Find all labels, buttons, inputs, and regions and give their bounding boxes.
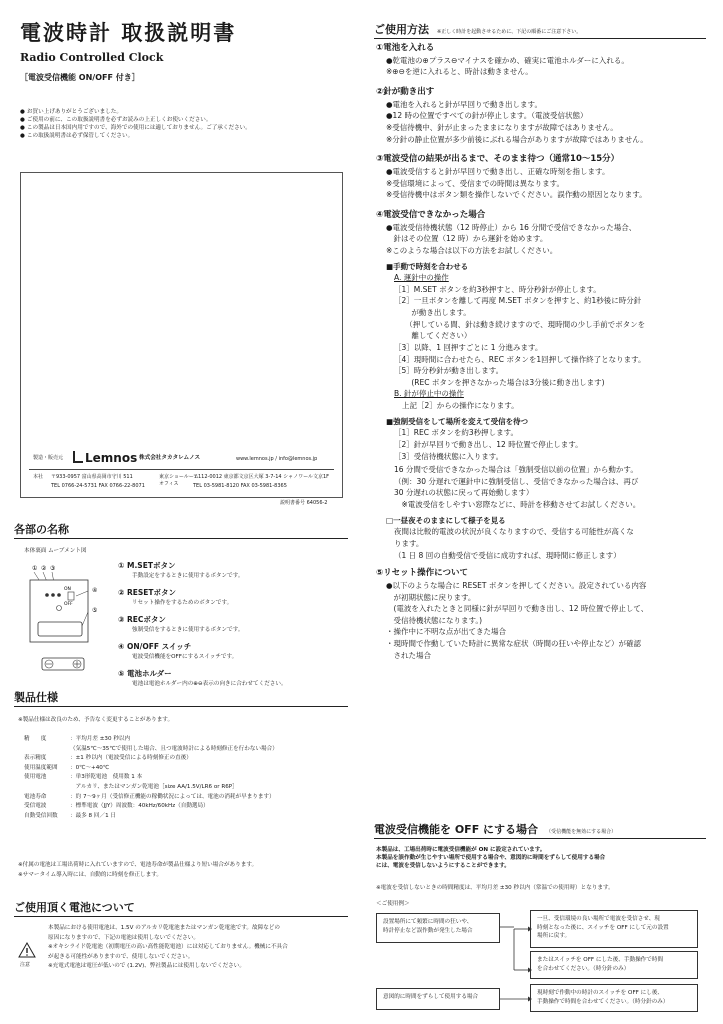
warning-icon bbox=[18, 942, 36, 958]
feature-label: ［電波受信機能 ON/OFF 付き］ bbox=[20, 73, 140, 82]
specs-footnotes: ※付属の電池は工場出荷時に入れていますので、電池寿命が製品仕様より短い場合があります。 ※サマータイム導入時には、自動的に時刻を修正します。 bbox=[18, 862, 258, 879]
parts-heading: 各部の名称 bbox=[14, 523, 69, 536]
spec-row: 電池寿命 ：約 7〜9ヶ月（受信修正機能の稼働状況によっては、電池の消耗が早まります） bbox=[24, 793, 275, 800]
doc-title: 電波時計 取扱説明書 bbox=[20, 21, 237, 45]
flow-arrows-icon bbox=[500, 905, 532, 1020]
company-role: 製造・販売元 bbox=[33, 455, 64, 461]
solution-box-receive: 一旦、受信環境の良い場所で電波を受信させ、現 時刻となった後に、スイッチを OFF にして元の設置 場所に戻す。 bbox=[530, 910, 698, 948]
caution-label: 注意 bbox=[20, 962, 31, 968]
hq-address: 〒933-0957 富山県高岡市守川 511 bbox=[51, 474, 133, 480]
step2-body: ●電池を入れると針が早回りで動き出します。 ●12 時の位置ですべての針が停止します。（電波受信状態） ※受信待機中、針が止まったままになりますが故障ではありません。 ※分針の静止位置が多少前後にぶれる場合がありますが故障ではありません。 bbox=[386, 99, 648, 144]
spec-row: 使用温度範囲 ：0℃〜+40℃ bbox=[24, 764, 110, 771]
step4-body: ●電波受信待機状態（12 時停止）から 16 分間で受信できなかった場合、 針はその位置（12 時）から運針を始めます。 ※このような場合は以下の方法をお試しください。 bbox=[386, 222, 637, 255]
diagram-on-label: ON bbox=[64, 587, 71, 592]
force-title: ■強制受信をして場所を変えて受信を待つ bbox=[386, 416, 529, 426]
step5-title: ⑤リセット操作について bbox=[376, 568, 468, 579]
step2-title: ②針が動き出す bbox=[376, 87, 435, 97]
step3-body: ●電波受信すると針が早回りで動き出し、正確な時刻を指します。 ※受信環境によって、受信までの時間は異なります。 ※受信待機中はボタン類を操作しないでください。誤作動の原因となります。 bbox=[386, 167, 647, 200]
spec-row: 表示精度 ：±1 秒以内（電波受信による時刻修正の直後） bbox=[24, 755, 192, 762]
case-box-malfunction: 設置場所にて頻繁に時間の狂いや、 時計停止など誤作動が発生した場合 bbox=[376, 913, 500, 943]
company-name: 株式会社タカタレムノス bbox=[139, 455, 201, 461]
lemnos-logo-icon bbox=[73, 451, 83, 463]
spec-row: （気温5℃〜35℃で使用した場合、且つ電波時計による時刻修正を行わない場合） bbox=[70, 745, 278, 752]
svg-text:⑤: ⑤ bbox=[92, 607, 98, 614]
mode-a-title: A. 運針中の操作 bbox=[394, 273, 449, 283]
parts-list bbox=[118, 560, 348, 695]
part-item: ⑤ 電池ホルダー 電池は電池ホルダー内の⊕⊖表示の向きに合わせてください。 bbox=[118, 669, 287, 687]
mode-a-steps: ［1］M.SET ボタンを約3秒押すと、時分秒針が停止します。 ［2］一旦ボタンを離して再度 M.SET ボタンを押すと、約1秒後に時分針 が動き出します。 （押している間、針は動き続けますので、現時間の少し手前でボタンを 離してください） ［3］以降、1 回押すごとに 1 分進みます。 ［4］現時間に合わせたら、REC ボタンを1回押して操作終了となります。 ［5］時分秒針が動き出します。 (REC ボタンを押さなかった場合は3分後に動き出します) bbox=[394, 284, 646, 387]
spec-row: 使用電池 ：単3形乾電池 使用数 1 本 bbox=[24, 774, 143, 781]
battery-polarity-icon bbox=[42, 658, 84, 670]
part-item: ② RESETボタン リセット操作をするためのボタンです。 bbox=[118, 588, 233, 606]
intro-item: ● ご使用の前に、この取扱説明書を必ずお読みの上正しくお使いください。 bbox=[20, 116, 350, 124]
step1-body: ●乾電池の⊕プラス⊖マイナスを確かめ、確実に電池ホルダーに入れる。 ※⊕⊖を逆に入れると、時計は動きません。 bbox=[386, 55, 629, 77]
doc-number: 説明書番号 64056-2 bbox=[280, 500, 328, 506]
specs-note: ※製品仕様は改良のため、予告なく変更することがあります。 bbox=[18, 717, 174, 723]
case-box-intentional: 意図的に時間をずらして使用する場合 bbox=[376, 988, 500, 1010]
specs-table bbox=[24, 735, 354, 821]
hq-label: 本社 bbox=[33, 474, 44, 480]
mode-b-body: 上記［2］からの操作になります。 bbox=[402, 401, 519, 410]
doc-subtitle: Radio Controlled Clock bbox=[20, 51, 164, 64]
off-note: ※電波を受信しないときの時間精度は、平均月差 ±30 秒以内（常温での使用時）となります。 bbox=[376, 885, 614, 891]
svg-text:④: ④ bbox=[92, 587, 98, 594]
brand-name: Lemnos bbox=[85, 451, 138, 465]
night-body: 夜間は比較的電波の状況が良くなりますので、受信する可能性が高くな ります。 （1 日 8 回の自動受信で受信に成功すれば、現時間に修正します） bbox=[394, 527, 634, 560]
svg-text:②: ② bbox=[41, 565, 47, 572]
svg-text:③: ③ bbox=[50, 565, 56, 572]
off-heading-note: （受信機能を無効にする場合） bbox=[546, 829, 617, 835]
hq-tel: TEL 0766-24-5731 FAX 0766-22-8071 bbox=[51, 483, 145, 489]
part-item: ③ RECボタン 強制受信をするときに使用するボタンです。 bbox=[118, 615, 244, 633]
battery-heading: ご使用頂く電池について bbox=[14, 901, 135, 914]
usage-steps bbox=[376, 42, 706, 661]
spec-row: 精 度 ：平均月差 ±30 秒以内 bbox=[24, 736, 131, 742]
step1-title: ①電池を入れる bbox=[376, 43, 435, 53]
intro-item: ● お買い上げありがとうございました。 bbox=[20, 108, 350, 116]
step5-body: ●以下のような場合に RESET ボタンを押してください。設定されている内容 が初期状態に戻ります。 (電波を入れたときと同様に針が早回りで動き出し、12 時位置で停止して、 受信待機状態になります。) ・操作中に不明な点が出てきた場合 ・現時間で作動していた時計に異常な症状（時間の狂いや停止など）が確認 された場合 bbox=[386, 580, 649, 660]
intro-item: ● この製品は日本国内用ですので、海外での使用には適しておりません。ご了承ください。 bbox=[20, 124, 350, 132]
off-heading-row bbox=[374, 822, 616, 839]
tokyo-label: 東京ショールーム オフィス bbox=[159, 474, 199, 487]
step3-title: ③電波受信の結果が出るまで、そのまま待つ（通常10〜15分） bbox=[376, 154, 620, 165]
part-item: ④ ON/OFF スイッチ 電波受信機能をOFFにするスイッチです。 bbox=[118, 642, 238, 660]
step4-title: ④電波受信できなかった場合 bbox=[376, 209, 486, 220]
intro-item: ● この取扱説明書は必ず保管してください。 bbox=[20, 132, 350, 140]
force-note: 16 分間で受信できなかった場合は「強制受信以前の位置」から動かす。 （例：30 分遅れで運針中に強制受信し、受信できなかった場合は、再び 30 分遅れの状態に戻って再始動します） ※電波受信をしやすい窓際などに、時計を移動させてお試しください。 bbox=[394, 465, 641, 509]
parts-caption: 本体裏面 ムーブメント図 bbox=[24, 548, 87, 554]
usage-heading: ご使用方法 bbox=[374, 23, 429, 36]
off-intro: 本製品は、工場出荷時に電波受信機能が ON に設定されています。 本製品を誤作動が生じやすい場所で使用する場合や、意図的に時間をずらして使用する場合 には、電波を受信しないようにすることができます。 bbox=[376, 847, 606, 870]
usage-heading-note: ※正しく時計を起動させるために、下記の順番にご注意下さい。 bbox=[437, 29, 582, 35]
force-steps: ［1］REC ボタンを約3秒押します。 ［2］針が早回りで動き出し、12 時位置で停止します。 ［3］受信待機状態に入ります。 bbox=[394, 428, 583, 461]
off-heading: 電波受信機能を OFF にする場合 bbox=[374, 823, 539, 836]
company-card bbox=[20, 172, 343, 498]
svg-text:①: ① bbox=[32, 565, 38, 572]
spec-row: 受信電波 ：標準電波（JJY）周波数：40kHz/60kHz（自動選局） bbox=[24, 803, 209, 810]
manual-title: ■手動で時刻を合わせる bbox=[386, 261, 469, 271]
example-label: ＜ご使用例＞ bbox=[376, 901, 410, 907]
part-item: ① M.SETボタン 手動設定をするときに使用するボタンです。 bbox=[118, 561, 244, 579]
tokyo-tel: TEL 03-5981-8120 FAX 03-5981-8365 bbox=[193, 483, 287, 489]
tokyo-address: 〒112-0012 東京都文京区大塚 3-7-14 シャノワール文京1F bbox=[193, 474, 330, 480]
solution-box-manual: またはスイッチを OFF にした後、手動操作で時間 を合わせてください。（時分針のみ） bbox=[530, 951, 698, 979]
battery-text: 本製品における使用電池は、1.5V のアルカリ乾電池またはマンガン乾電池です。故障などの 原因になりますので、下記の電池は使用しないでください。 ※オキシライド乾電池（初期電圧の高い高性能乾電池）には対応しておりません。機械に不具合 が起きる可能性がありますので、使用しないでください。 ※充電式電池は電圧が低いので (1.2V)、弊社製品には使用しないでください。 bbox=[48, 925, 288, 970]
solution-box-off: 現時刻で作動中の時計のスイッチを OFF にし後、 手動操作で時間を合わせてください。（時分針のみ） bbox=[530, 984, 698, 1012]
movement-diagram bbox=[20, 560, 112, 680]
diagram-off-label: OFF bbox=[64, 602, 73, 607]
mode-b-title: B. 針が停止中の操作 bbox=[394, 389, 464, 399]
usage-heading-row bbox=[374, 22, 581, 39]
spec-row: 自動受信回数 ：最多 8 回／1 日 bbox=[24, 812, 117, 819]
company-web: www.lemnos.jp / info@lemnos.jp bbox=[236, 456, 318, 462]
specs-heading: 製品仕様 bbox=[14, 691, 58, 704]
movement-body-icon bbox=[30, 580, 88, 642]
intro-list bbox=[20, 108, 350, 140]
spec-row: アルカリ、またはマンガン乾電池［size AA/1.5V/LR6 or R6P］ bbox=[70, 784, 238, 791]
night-title: □一昼夜そのままにして様子を見る bbox=[386, 515, 506, 525]
